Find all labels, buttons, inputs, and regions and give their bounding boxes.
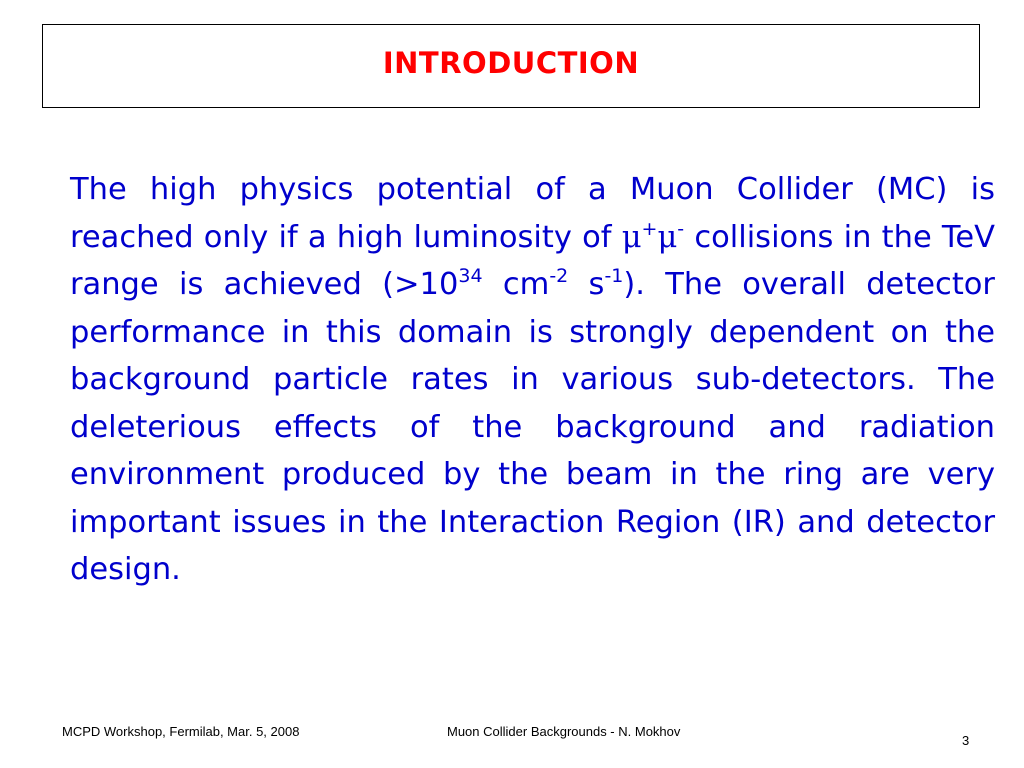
- plus-superscript: +: [641, 217, 658, 240]
- slide-title: INTRODUCTION: [382, 46, 640, 80]
- title-box: [42, 24, 980, 108]
- body-text-part-1: The high physics potential of a Muon Collider (MC) is reached only if a high luminosity of: [70, 172, 995, 255]
- body-text-part-3: cm: [482, 267, 550, 302]
- body-text-part-2: collisions in the TeV range is achieved (>10: [70, 219, 995, 302]
- mu-symbol-plus: μ: [621, 219, 642, 255]
- mu-symbol-minus: μ: [657, 219, 678, 255]
- footer-workshop: MCPD Workshop, Fermilab, Mar. 5, 2008: [62, 724, 300, 739]
- footer-title-author: Muon Collider Backgrounds - N. Mokhov: [447, 724, 681, 739]
- body-paragraph: [70, 166, 995, 594]
- body-text-part-4: s: [568, 267, 605, 302]
- body-text-part-5: ). The overall detector performance in this domain is strongly dependent on the background particle rates in various sub-detectors. The deleterious effects of the background and radiation environment produced by the beam in the ring are very important issues in the Interaction Region (IR) and detector design.: [70, 267, 995, 587]
- minus-superscript: -: [677, 217, 685, 240]
- exponent-neg1: -1: [604, 265, 624, 287]
- exponent-34: 34: [458, 265, 483, 287]
- exponent-neg2: -2: [549, 265, 569, 287]
- page-number: 3: [962, 733, 970, 748]
